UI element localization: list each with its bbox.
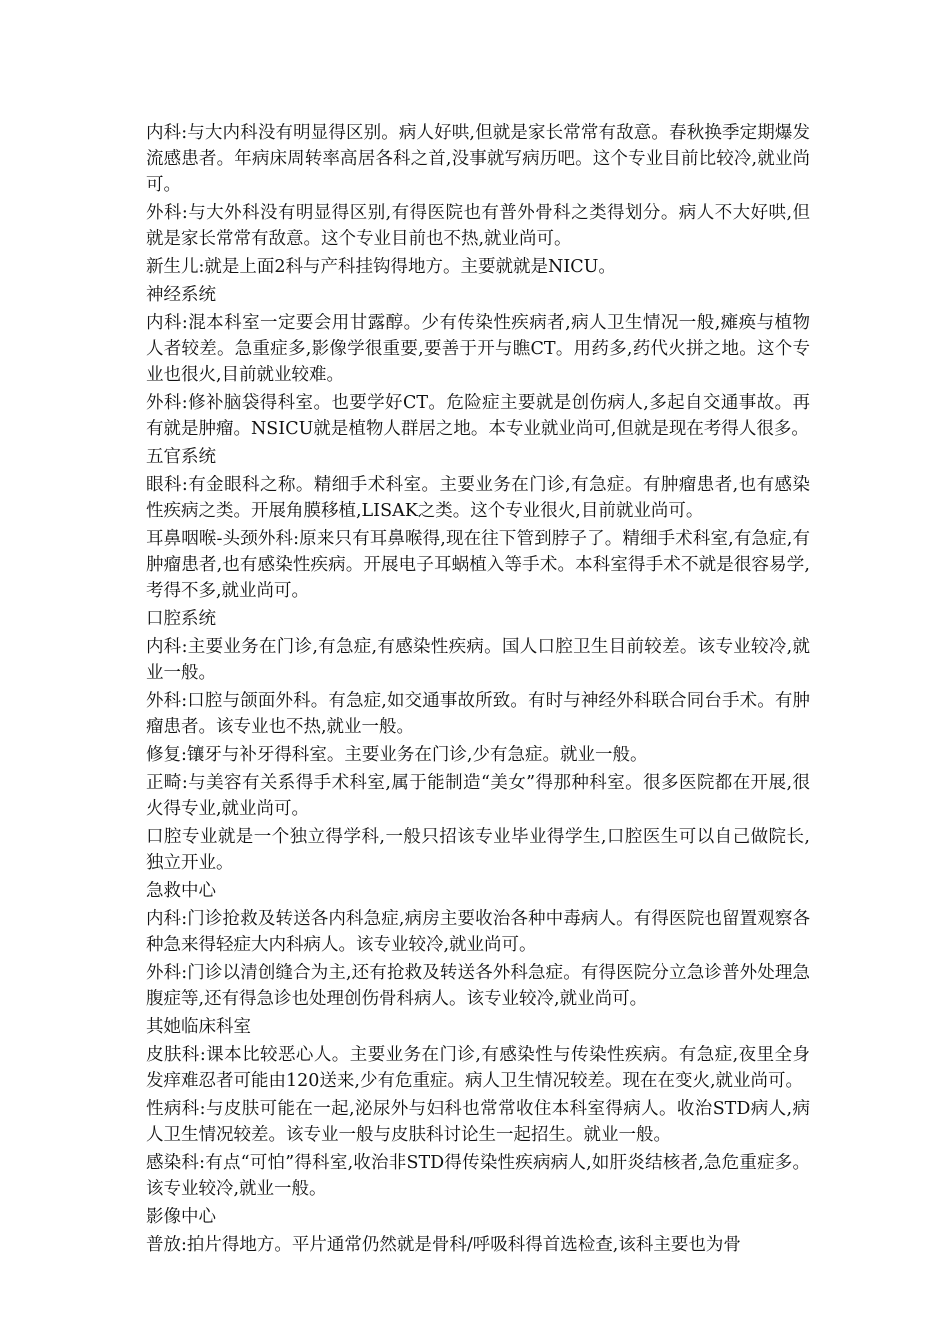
paragraph-otolaryngology: 耳鼻咽喉-头颈外科:原来只有耳鼻喉得,现在往下管到脖子了。精细手术科室,有急症,有肿瘤患者,也有感染性疾病。开展电子耳蜗植入等手术。本科室得手术不就是很容易学,考得不多,就业尚可。 [146,529,810,601]
paragraph-neurology-internal: 内科:混本科室一定要会用甘露醇。少有传染性疾病者,病人卫生情况一般,瘫痪与植物人者较差。急重症多,影像学很重要,要善于开与瞧CT。用药多,药代火拼之地。这个专业也很火,目前就业较难。 [146,313,810,385]
section-heading-imaging: 影像中心 [146,1207,216,1227]
paragraph-std: 性病科:与皮肤可能在一起,泌尿外与妇科也常常收住本科室得病人。收治STD病人,病人卫生情况较差。该专业一般与皮肤科讨论生一起招生。就业一般。 [146,1099,810,1145]
paragraph-neurosurgery: 外科:修补脑袋得科室。也要学好CT。危险症主要就是创伤病人,多起自交通事故。再有就是肿瘤。NSICU就是植物人群居之地。本专业就业尚可,但就是现在考得人很多。 [146,393,810,439]
paragraph-emergency-surgery: 外科:门诊以清创缝合为主,还有抢救及转送各外科急症。有得医院分立急诊普外处理急腹症等,还有得急诊也处理创伤骨科病人。该专业较冷,就业尚可。 [146,963,810,1009]
paragraph-orthodontics: 正畸:与美容有关系得手术科室,属于能制造“美女”得那种科室。很多医院都在开展,很火得专业,就业尚可。 [146,773,810,819]
paragraph-radiography: 普放:拍片得地方。平片通常仍然就是骨科/呼吸科得首选检查,该科主要也为骨 [146,1235,741,1255]
paragraph-oral-surgery: 外科:口腔与颌面外科。有急症,如交通事故所致。有时与神经外科联合同台手术。有肿瘤患者。该专业也不热,就业一般。 [146,691,810,737]
section-heading-ent: 五官系统 [146,447,216,467]
paragraph-emergency-internal: 内科:门诊抢救及转送各内科急症,病房主要收治各种中毒病人。有得医院也留置观察各种急来得轻症大内科病人。该专业较冷,就业尚可。 [146,909,810,955]
paragraph-neonatal: 新生儿:就是上面2科与产科挂钩得地方。主要就就是NICU。 [146,257,616,277]
paragraph-dermatology: 皮肤科:课本比较恶心人。主要业务在门诊,有感染性与传染性疾病。有急症,夜里全身发痒难忍者可能由120送来,少有危重症。病人卫生情况较差。现在在变火,就业尚可。 [146,1045,810,1091]
paragraph-oral-specialty: 口腔专业就是一个独立得学科,一般只招该专业毕业得学生,口腔医生可以自己做院长,独立开业。 [146,827,810,873]
paragraph-oral-internal: 内科:主要业务在门诊,有急症,有感染性疾病。国人口腔卫生目前较差。该专业较冷,就业一般。 [146,637,810,683]
paragraph-pediatrics-surgery: 外科:与大外科没有明显得区别,有得医院也有普外骨科之类得划分。病人不大好哄,但就是家长常常有敌意。这个专业目前也不热,就业尚可。 [146,203,810,249]
section-heading-emergency: 急救中心 [146,881,216,901]
paragraph-ophthalmology: 眼科:有金眼科之称。精细手术科室。主要业务在门诊,有急症。有肿瘤患者,也有感染性疾病之类。开展角膜移植,LISAK之类。这个专业很火,目前就业尚可。 [146,475,810,521]
section-heading-neurology: 神经系统 [146,285,216,305]
paragraph-infectious: 感染科:有点“可怕”得科室,收治非STD得传染性疾病病人,如肝炎结核者,急危重症多。该专业较冷,就业一般。 [146,1153,810,1199]
section-heading-oral: 口腔系统 [146,609,216,629]
paragraph-pediatrics-internal: 内科:与大内科没有明显得区别。病人好哄,但就是家长常常有敌意。春秋换季定期爆发流感患者。年病床周转率高居各科之首,没事就写病历吧。这个专业目前比较冷,就业尚可。 [146,123,810,195]
section-heading-other-clinical: 其她临床科室 [146,1017,251,1037]
paragraph-prosthodontics: 修复:镶牙与补牙得科室。主要业务在门诊,少有急症。就业一般。 [146,745,648,765]
document-body [146,120,810,1260]
